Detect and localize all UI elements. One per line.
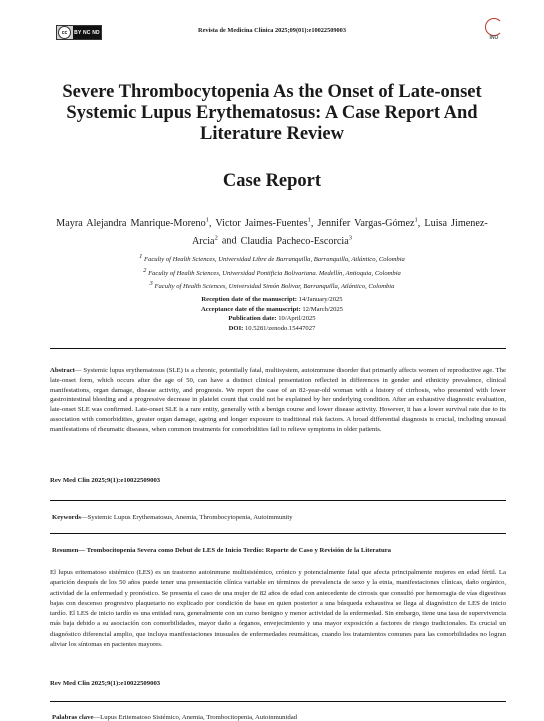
author[interactable]: Luisa Jimenez-Arcia$^2$ — [191, 218, 488, 247]
author[interactable]: Jennifer Vargas-Gómez$^1$, — [317, 217, 421, 230]
reception-date: Reception date of the manuscript: 14/January/2025 — [201, 296, 343, 303]
author[interactable]: Victor Jaimes-Fuentes$^1$, — [215, 217, 314, 230]
divider — [50, 500, 506, 501]
resumen-heading: Resumen— Trombocitopenia Severa como Debut de LES de Inicio Terdío: Reporte de Caso y Revisión de la Literatura — [52, 547, 392, 554]
logo-text: INO — [489, 35, 499, 41]
keywords-text: —Systemic Lupus Erythematosus, Anemia, Thrombocytopenia, Autoimmunity — [80, 514, 293, 521]
divider — [50, 533, 506, 534]
journal-reference: Revista de Medicina Clínica 2025;09(01):e10022509003 — [198, 27, 346, 34]
keywords-label: Keywords — [52, 514, 81, 521]
abstract-text: — Systemic lupus erythematosus (SLE) is a chronic, potentially fatal, multisystem, autoimmune disorder that primarily affects women of reproductive age. The late-onset form, which occurs after the age of 50, can have a distinct clinical presentation reflected in differences in gender and ethnicity prevalence, clinical manifestations, organ damage, disease activity, and prognosis. We report the case of an 82-year-old woman with a history of cirrhosis, who presented with lower gastrointestinal bleeding and a progressive decrease in platelet count that could not be explained by her underlying condition. After an exhaustive diagnostic evaluation, late-onset SLE was confirmed. Late-onset SLE is a rare entity, generally with a benign course and lower disease activity. However, it has a lower survival rate due to its association with comorbidities, greater organ damage, ageing and longer exposure to traditional risk factors. A broad differential diagnosis is crucial, including unusual manifestations of rheumatic diseases, when common treatments for comorbidities fail to relieve symptoms in older patients. — [50, 367, 506, 433]
palabras-clave-text: —Lupus Eritematoso Sistémico, Anemia, Trombocitopenia, Autoinmunidad — [93, 714, 298, 721]
affiliations — [40, 252, 504, 293]
resumen-citation: Rev Med Clin 2025;9(1):e10022509003 — [50, 680, 161, 687]
abstract-citation: Rev Med Clin 2025;9(1):e10022509003 — [50, 477, 161, 484]
article-type: Case Report — [222, 171, 322, 191]
author-list — [50, 214, 494, 249]
divider — [50, 348, 506, 349]
affiliation: $^1$ Faculty of Health Sciences, Universidad Libre de Barranquilla, Barranquilla, Atlántico, Colombia — [139, 253, 405, 264]
abstract-label: Abstract — [50, 367, 75, 374]
logo-ring-icon — [485, 18, 503, 36]
publication-date: Publication date: 10/April/2025 — [228, 315, 316, 323]
journal-logo — [483, 18, 505, 42]
divider — [50, 701, 506, 702]
cc-icon: cc — [58, 26, 71, 39]
license-terms-icons: BY NC ND — [73, 26, 101, 39]
keywords — [52, 514, 506, 521]
doi[interactable]: DOI: 10.5281/zenodo.15447027 — [228, 324, 316, 332]
affiliation: $^3$ Faculty of Health Sciences, Universidad Simón Bolivar, Barranquilla, Atlántico, Colombia — [149, 280, 395, 291]
affiliation: $^2$ Faculty of Health Sciences, Universidad Pontificia Bolivariana. Medellín, Antioquia, Colombia — [143, 266, 401, 277]
author[interactable]: Claudia Pacheco-Escorcia$^3$ — [240, 234, 353, 247]
article-title: Severe Thrombocytopenia As the Onset of Late-onset Systemic Lupus Erythematosus: A Case Report And Literature Review — [62, 82, 482, 144]
manuscript-dates — [0, 295, 544, 333]
resumen-text: El lupus eritematoso sistémico (LES) es un trastorno autoinmune multisistémico, crónico y potencialmente fatal que afecta principalmente mujeres en edad fértil. La aparición después de los 50 años puede tener una presentación clínica variable en términos de prevalencia de sexo y la etnia, manifestaciones clínicas, daño orgánico, actividad de la enfermedad y pronóstico. Se presenta el caso de una mujer de 82 años de edad con antecedente de cirrosis que consultó por hemorragia de vías digestivas bajas con descenso progresivo plaquetario no explicado por condición de base en quien posterior a una búsqueda exhaustiva se llega al diagnóstico de LES de inicio tardío. El LES de inicio tardío es una entidad rara, generalmente con un curso benigno y menor actividad de la enfermedad. Sin embargo, tiene una tasa de supervivencia más baja debido a su asociación con comorbilidades, mayor daño a órganos, envejecimiento y una mayor exposición a factores de riesgo tradicionales. Es crucial un diagnóstico diferencial amplio, que incluya manifestaciones inusuales de enfermedades reumáticas, cuando los tratamientos comunes para las comorbilidades no logran aliviar los síntomas en pacientes mayores. — [50, 569, 506, 649]
abstract — [50, 366, 506, 435]
acceptance-date: Acceptance date of the manuscript: 12/March/2025 — [201, 305, 343, 313]
author[interactable]: Mayra Alejandra Manrique-Moreno$^1$, — [56, 217, 212, 230]
author-joiner: and — [221, 235, 237, 247]
palabras-clave-label: Palabras clave — [52, 714, 94, 721]
